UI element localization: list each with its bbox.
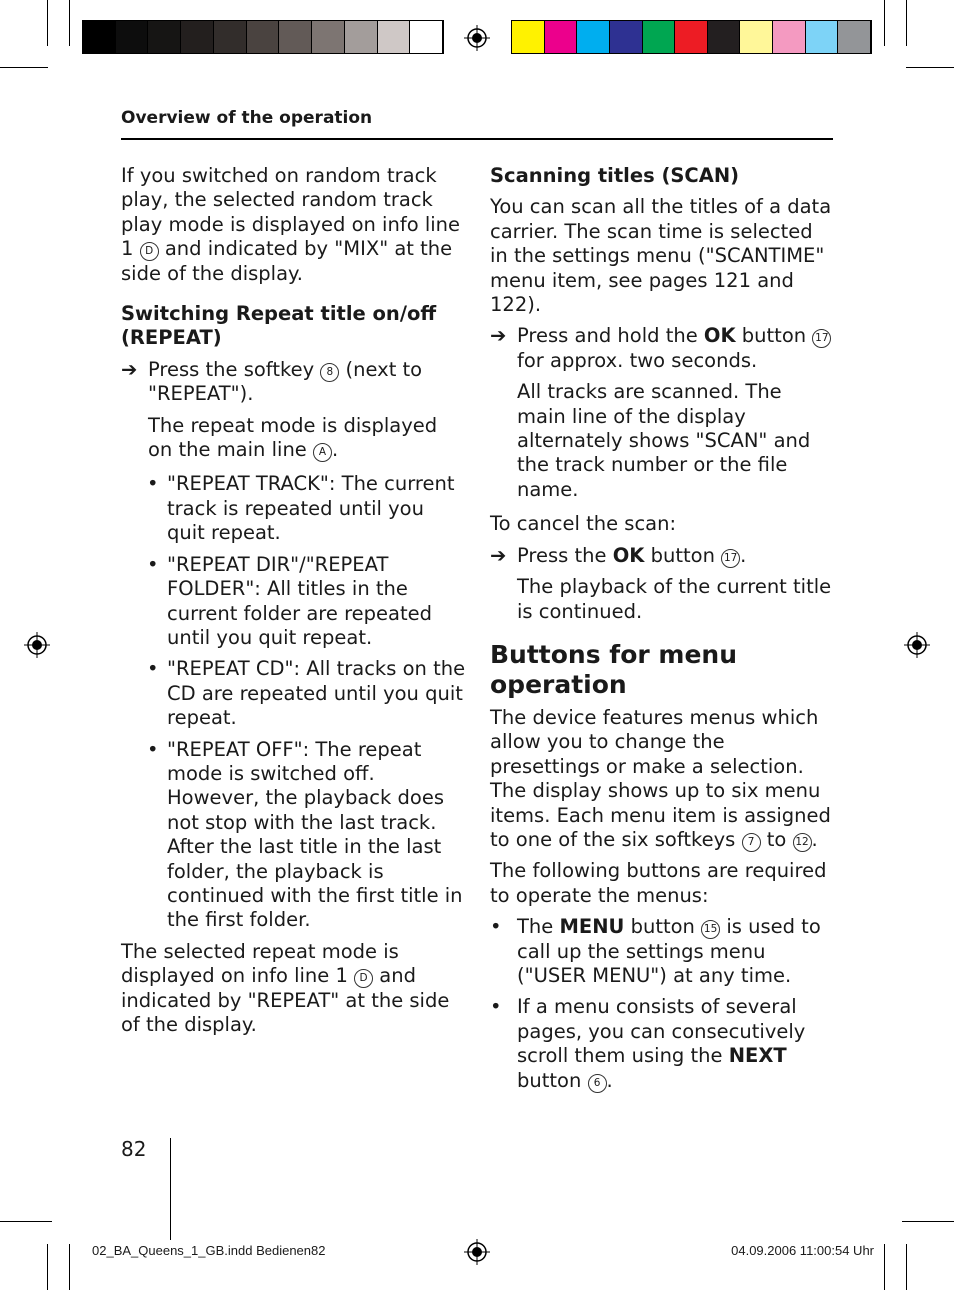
crop-mark — [902, 1221, 954, 1222]
crop-mark — [906, 0, 907, 46]
list-item: • "REPEAT DIR"/"REPEAT FOLDER": All titles in the current folder are repeated until you quit repeat. — [147, 552, 433, 649]
color-swatch — [410, 21, 443, 53]
repeat-step: ➔ Press the softkey 8 (next to "REPEAT"). — [121, 357, 423, 406]
registration-mark-icon — [24, 632, 50, 658]
list-item: • "REPEAT OFF": The repeat mode is switched off. However, the playback does not stop with the last track. After the last title in the last folder, the playback is continued with the first title in the first folder. — [147, 737, 463, 932]
ref-marker: 15 — [701, 920, 720, 939]
color-swatch — [83, 21, 116, 53]
color-swatch — [247, 21, 280, 53]
menu-following: The following buttons are required to operate the menus: — [490, 859, 827, 907]
color-swatch — [740, 21, 773, 53]
color-swatch — [610, 21, 643, 53]
crop-mark — [47, 1244, 48, 1290]
registration-mark-icon — [464, 1239, 490, 1265]
list-item: • "REPEAT TRACK": The current track is repeated until you quit repeat. — [147, 472, 455, 545]
color-swatch — [116, 21, 149, 53]
outro-paragraph: The selected repeat mode is displayed on info line 1 D and indicated by "REPEAT" at the side of the display. — [121, 939, 450, 1036]
list-item: • The MENU button 15 is used to call up the settings menu ("USER MENU") at any time. — [490, 915, 821, 987]
ref-marker: D — [140, 242, 159, 261]
repeat-step-note: The repeat mode is displayed on the main line A . — [148, 413, 438, 462]
color-swatch — [545, 21, 578, 53]
arrow-icon: ➔ — [121, 357, 138, 381]
scan-intro: You can scan all the titles of a data carrier. The scan time is selected in the settings menu ("SCANTIME" menu item, see pages 121 and 122). — [490, 195, 832, 317]
color-swatch — [279, 21, 312, 53]
ref-marker: 6 — [588, 1074, 607, 1093]
cancel-step: ➔ Press the OK button 17 . — [490, 543, 747, 567]
crop-mark — [906, 67, 954, 68]
intro-paragraph: If you switched on random track play, the selected random track play mode is displayed on info line 1 D and indicated by "MIX" at the side of the display. — [121, 164, 461, 285]
section-title: Overview of the operation — [121, 108, 373, 128]
color-swatch — [773, 21, 806, 53]
footer-file: 02_BA_Queens_1_GB.indd Bedienen82 — [92, 1243, 326, 1258]
crop-mark — [0, 1221, 52, 1222]
menu-heading: Buttons for menu operation — [490, 639, 737, 699]
color-swatch — [838, 21, 871, 53]
color-swatch — [214, 21, 247, 53]
footer-date: 04.09.2006 11:00:54 Uhr — [731, 1243, 874, 1258]
page-number: 82 — [121, 1137, 147, 1161]
scan-note: All tracks are scanned. The main line of the display alternately shows "SCAN" and the track number or the file name. — [517, 380, 811, 501]
color-swatch — [512, 21, 545, 53]
arrow-icon: ➔ — [490, 543, 507, 567]
ref-marker: 7 — [742, 833, 761, 852]
header-rule — [121, 138, 833, 140]
grayscale-bar — [82, 20, 444, 54]
ref-marker: D — [354, 969, 373, 988]
ref-marker: A — [313, 443, 332, 462]
column-divider — [170, 1138, 171, 1240]
crop-mark — [884, 0, 885, 46]
color-swatch — [643, 21, 676, 53]
process-color-bar — [511, 20, 872, 54]
list-item: • If a menu consists of several pages, you can consecutively scroll them using the NEXT button 6 . — [490, 995, 806, 1092]
color-swatch — [312, 21, 345, 53]
crop-mark — [884, 1244, 885, 1290]
crop-mark — [906, 1244, 907, 1290]
list-item: • "REPEAT CD": All tracks on the CD are repeated until you quit repeat. — [147, 657, 466, 730]
right-column — [490, 164, 835, 1093]
registration-mark-icon — [464, 25, 490, 51]
cancel-note: The playback of the current title is continued. — [517, 575, 832, 623]
scan-step: ➔ Press and hold the OK button 17 for approx. two seconds. — [490, 324, 835, 373]
crop-mark — [0, 67, 48, 68]
color-swatch — [675, 21, 708, 53]
crop-mark — [69, 1244, 70, 1290]
color-swatch — [148, 21, 181, 53]
color-swatch — [708, 21, 741, 53]
color-swatch — [345, 21, 378, 53]
color-swatch — [378, 21, 411, 53]
registration-mark-icon — [904, 632, 930, 658]
ref-marker: 8 — [320, 363, 339, 382]
cancel-label: To cancel the scan: — [490, 512, 677, 536]
ref-marker: 17 — [812, 329, 831, 348]
menu-intro: The device features menus which allow you to change the presettings or make a selection. The display shows up to six menu items. Each menu item is assigned to one of the six softkeys 7 to 12 . — [490, 705, 831, 851]
crop-mark — [69, 0, 70, 46]
color-swatch — [806, 21, 839, 53]
ref-marker: 17 — [721, 549, 740, 568]
ref-marker: 12 — [793, 833, 812, 852]
color-swatch — [181, 21, 214, 53]
arrow-icon: ➔ — [490, 324, 507, 348]
scan-heading: Scanning titles (SCAN) — [490, 164, 740, 187]
crop-mark — [47, 0, 48, 46]
color-swatch — [577, 21, 610, 53]
left-column — [121, 164, 466, 1037]
repeat-heading: Switching Repeat title on/off (REPEAT) — [121, 302, 437, 350]
